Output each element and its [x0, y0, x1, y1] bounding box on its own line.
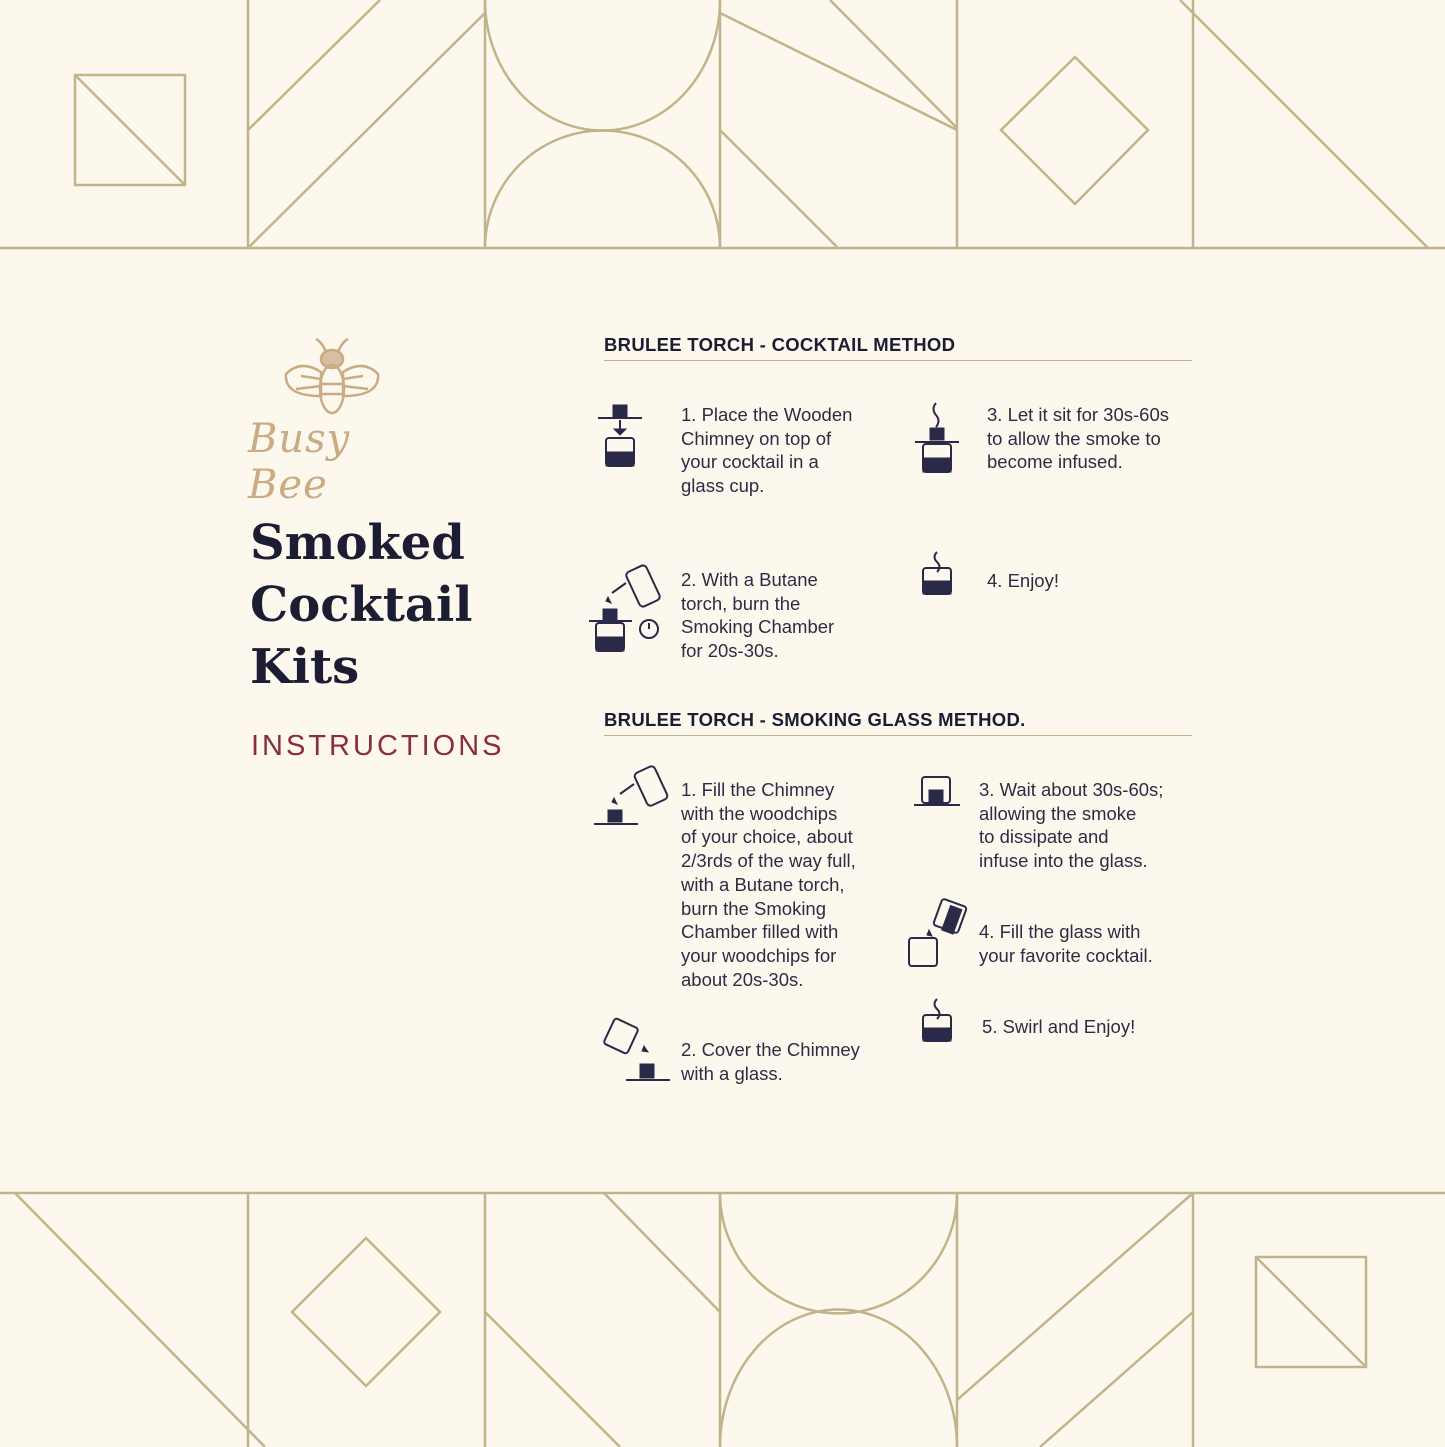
torch-burn-timer-icon — [586, 563, 662, 655]
swirl-glass-icon — [918, 997, 956, 1045]
title-line-2: Cocktail — [250, 577, 473, 633]
smoking-glass-method-heading: BRULEE TORCH - SMOKING GLASS METHOD. — [604, 709, 1192, 736]
cocktail-method-heading: BRULEE TORCH - COCKTAIL METHOD — [604, 334, 1192, 361]
torch-chimney-icon — [592, 764, 672, 830]
glass-step-1: 1. Fill the Chimney with the woodchips of your choice, about 2/3rds of the way full, with a Butane torch, burn the Smoking Chamber filled with your woodchips for about 20s-30s. — [681, 779, 856, 990]
cocktail-step-3: 3. Let it sit for 30s-60s to allow the smoke to become infused. — [987, 404, 1170, 473]
pour-cocktail-icon — [905, 898, 969, 972]
bottom-geometric-pattern — [0, 1190, 1445, 1447]
glass-dissipate-icon — [912, 774, 962, 808]
glass-step-3: 3. Wait about 30s-60s; allowing the smoke to dissipate and infuse into the glass. — [979, 779, 1164, 872]
instructions-label: INSTRUCTIONS — [251, 730, 505, 762]
page-title — [250, 512, 472, 698]
glass-over-chimney-icon — [600, 1016, 674, 1084]
cocktail-step-1: 1. Place the Wooden Chimney on top of your cocktail in a glass cup. — [681, 404, 853, 497]
brand-name: Busy Bee — [248, 416, 351, 508]
chimney-on-glass-icon — [594, 402, 646, 470]
cocktail-step-2: 2. With a Butane torch, burn the Smoking Chamber for 20s-30s. — [681, 569, 835, 662]
title-line-3: Kits — [250, 639, 360, 695]
cocktail-step-4: 4. Enjoy! — [987, 570, 1059, 591]
title-line-1: Smoked — [250, 515, 465, 571]
glass-step-5: 5. Swirl and Enjoy! — [982, 1016, 1136, 1037]
glass-step-4: 4. Fill the glass with your favorite cocktail. — [979, 921, 1153, 966]
glass-step-2: 2. Cover the Chimney with a glass. — [681, 1039, 860, 1084]
smoked-glass-icon — [918, 550, 956, 598]
top-geometric-pattern — [0, 0, 1445, 250]
smoke-infuse-icon — [912, 400, 962, 476]
